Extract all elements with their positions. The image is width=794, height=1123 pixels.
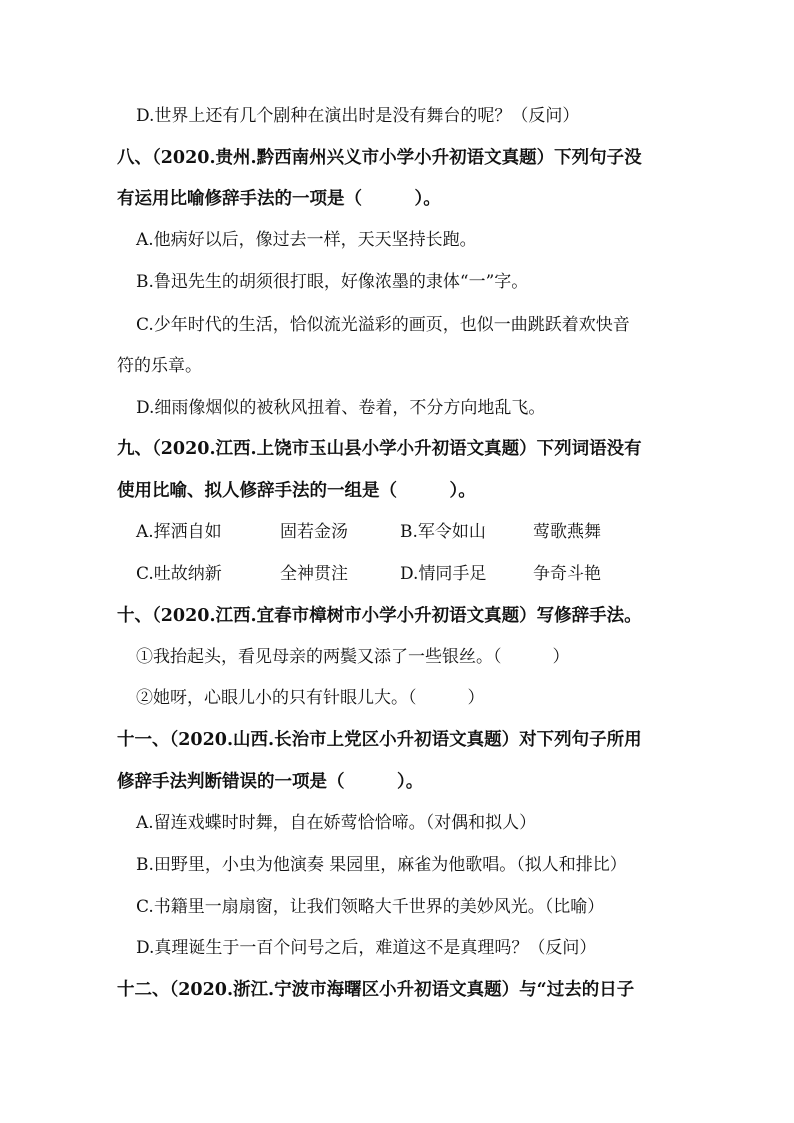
question-12-heading: 十二、（2020.浙江.宁波市海曙区小升初语文真题）与“过去的日子: [117, 980, 635, 1000]
q8-option-b: B.鲁迅先生的胡须很打眼，好像浓墨的隶体“一”字。: [136, 272, 529, 292]
q9-option-b: B.军令如山: [400, 522, 486, 542]
q8-option-d: D.细雨像烟似的被秋风扭着、卷着，不分方向地乱飞。: [136, 398, 546, 418]
question-9-heading: 九、（2020.江西.上饶市玉山县小学小升初语文真题）下列词语没有: [117, 439, 642, 459]
q8-option-c: C.少年时代的生活，恰似流光溢彩的画页，也似一曲跳跃着欢快音: [136, 315, 630, 335]
question-8-heading-cont: 有运用比喻修辞手法的一项是（ ）。: [117, 189, 441, 209]
question-10-heading: 十、（2020.江西.宜春市樟树市小学小升初语文真题）写修辞手法。: [117, 606, 642, 626]
q11-option-d: D.真理诞生于一百个问号之后，难道这不是真理吗？（反问）: [136, 938, 597, 958]
q10-item-2: ②她呀，心眼儿小的只有针眼儿大。（ ）: [136, 688, 485, 708]
q9-option-b-word-2: 莺歌燕舞: [533, 522, 601, 542]
q9-option-c: C.吐故纳新: [136, 564, 222, 584]
q8-option-c-cont: 符的乐章。: [117, 356, 202, 376]
q9-option-a: A.挥洒自如: [136, 522, 222, 542]
question-8-heading: 八、（2020.贵州.黔西南州兴义市小学小升初语文真题）下列句子没: [117, 148, 642, 168]
q8-option-a: A.他病好以后，像过去一样，天天坚持长跑。: [136, 230, 477, 250]
q7-option-d: D.世界上还有几个剧种在演出时是没有舞台的呢？（反问）: [136, 106, 580, 126]
question-11-heading-cont: 修辞手法判断错误的一项是（ ）。: [117, 772, 424, 792]
q10-item-1: ①我抬起头，看见母亲的两鬓又添了一些银丝。（ ）: [136, 647, 570, 667]
q9-option-a-word-2: 固若金汤: [280, 522, 348, 542]
q9-option-c-word-2: 全神贯注: [280, 564, 348, 584]
q9-option-d-word-2: 争奇斗艳: [533, 564, 601, 584]
q11-option-b: B.田野里，小虫为他演奏 果园里，麻雀为他歌唱。（拟人和排比）: [136, 855, 627, 875]
question-11-heading: 十一、（2020.山西.长治市上党区小升初语文真题）对下列句子所用: [117, 730, 642, 750]
q9-option-d: D.情同手足: [400, 564, 487, 584]
q11-option-a: A.留连戏蝶时时舞，自在娇莺恰恰啼。（对偶和拟人）: [136, 813, 537, 833]
question-9-heading-cont: 使用比喻、拟人修辞手法的一组是（ ）。: [117, 481, 476, 501]
q11-option-c: C.书籍里一扇扇窗，让我们领略大千世界的美妙风光。（比喻）: [136, 897, 605, 917]
